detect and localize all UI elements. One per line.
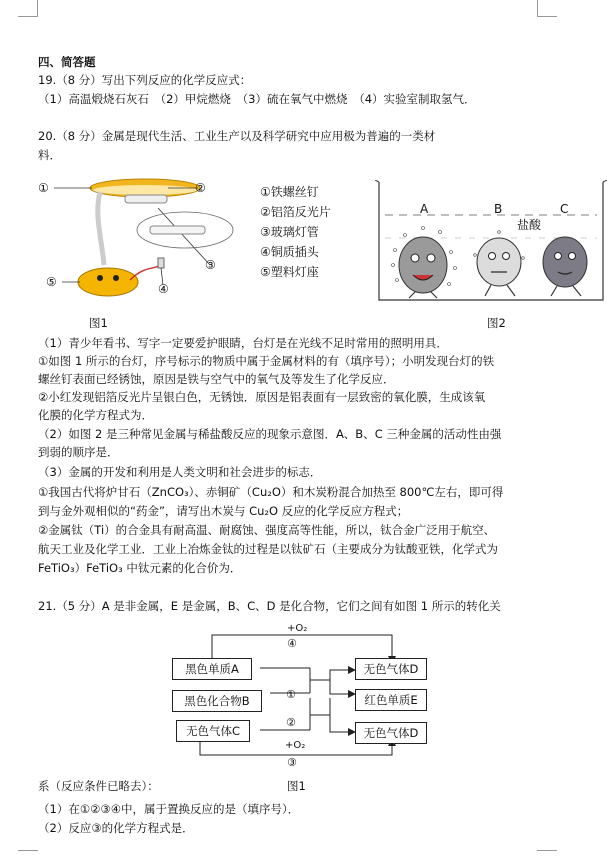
q20-p7: 到弱的顺序是．: [38, 445, 119, 459]
corner-mark-top-left-v: [37, 0, 38, 16]
box-colorless-gas-d-top: 无色气体D: [355, 658, 427, 680]
fig2-caption: 图2: [487, 316, 506, 330]
q20-p6: （2）如图 2 是三种常见金属与稀盐酸反应的现象示意图．A、B、C 三种金属的活动性由强: [38, 427, 502, 441]
legend-item-4: ④铜质插头: [260, 245, 319, 259]
beaker-lip-right: [603, 180, 607, 182]
q20-p4: ②小红发现铝箔反光片呈银白色，无锈蚀．原因是铝表面有一层致密的氧化膜，生成该氧: [38, 390, 486, 404]
callout-line-3: [158, 208, 210, 265]
q20-p1: （1）青少年看书、写字一定要爱护眼睛，台灯是在光线不足时常用的照明用具．: [38, 336, 448, 350]
corner-mark-top-right-h: [537, 16, 557, 17]
box-black-element-a: 黑色单质A: [172, 658, 252, 680]
path-2-e: [310, 698, 330, 715]
zoomed-tube: [150, 226, 205, 234]
corner-mark-bottom-right: [537, 850, 557, 851]
reaction-number-4: ④: [287, 637, 297, 650]
callout-label-1: ①: [38, 181, 49, 195]
q20-p11: ②金属钛（Ti）的合金具有耐高温、耐腐蚀、强度高等性能，所以，钛合金广泛用于航空、: [38, 523, 496, 537]
lamp-base-eye: [97, 275, 103, 281]
q21-p2: （2）反应③的化学方程式是．: [38, 821, 194, 835]
beaker-figure: [375, 180, 607, 305]
beaker-lip-left: [375, 180, 379, 182]
callout-label-4: ④: [158, 282, 169, 296]
path-2-d: [330, 715, 350, 732]
q20-p8: （3）金属的开发和利用是人类文明和社会进步的标志．: [38, 465, 322, 479]
desk-lamp-figure: [30, 170, 250, 310]
box-red-element-e: 红色单质E: [355, 689, 427, 711]
metal-label-b: B: [494, 202, 503, 216]
q20-p12: 航天工业及化学工业．工业上冶炼金钛的过程是以钛矿石（主要成分为钛酸亚铁，化学式为: [38, 542, 498, 556]
legend-item-1: ①铁螺丝钉: [260, 185, 319, 199]
metal-c-eye: [555, 253, 562, 260]
q20-p3: 螺丝钉表面已经锈蚀，原因是铁与空气中的氧气及等发生了化学反应．: [38, 372, 395, 386]
callout-label-5: ⑤: [46, 275, 57, 289]
lamp-base-eye: [113, 275, 119, 281]
q19-stem: 19.（8 分）写出下列反应的化学反应式：: [38, 73, 252, 87]
corner-mark-bottom-left: [18, 850, 38, 851]
q20-p9: ①我国古代将炉甘石（ZnCO₃）、赤铜矿（Cu₂O）和木炭粉混合加热至 800℃左右，即可得: [38, 485, 504, 499]
reaction-number-1: ①: [286, 688, 296, 701]
section-heading: 四、简答题: [38, 55, 96, 69]
bottom-condition: +O₂: [285, 740, 306, 751]
q21-cont: 系（反应条件已略去）：: [38, 779, 159, 793]
box-colorless-gas-d-bottom: 无色气体D: [355, 722, 427, 744]
q20-p5: 化膜的化学方程式为．: [38, 408, 153, 422]
q20-stem-line2: 料．: [38, 148, 61, 162]
metal-b: [477, 238, 521, 286]
lamp-base: [78, 268, 138, 296]
metal-a: [399, 237, 447, 293]
metal-a-eye: [427, 254, 435, 262]
reaction-number-2: ②: [286, 716, 296, 729]
legend-item-5: ⑤塑料灯座: [260, 265, 319, 279]
metal-b-eye: [503, 253, 510, 260]
q21-fig-caption: 图1: [287, 779, 306, 793]
callout-label-3: ③: [205, 258, 216, 272]
lamp-arm: [98, 192, 104, 265]
acid-label: 盐酸: [517, 218, 542, 232]
box-black-compound-b: 黑色化合物B: [172, 690, 262, 712]
q20-p13: FeTiO₃）FeTiO₃ 中钛元素的化合价为．: [38, 561, 242, 575]
legend-item-3: ③玻璃灯管: [260, 225, 319, 239]
path-1-e: [330, 680, 350, 694]
q20-stem-line1: 20.（8 分）金属是现代生活、工业生产以及科学研究中应用极为普遍的一类材: [38, 129, 436, 143]
metal-c-eye: [569, 253, 576, 260]
lamp-reflector: [93, 185, 197, 195]
q21-stem: 21.（5 分）A 是非金属，E 是金属，B、C、D 是化合物，它们之间有如图 1 所示的转化关: [38, 599, 501, 613]
box-colorless-gas-c: 无色气体C: [176, 720, 250, 742]
corner-mark-top-right-v: [537, 0, 538, 16]
q21-p1: （1）在①②③④中，属于置换反应的是（填序号）．: [38, 802, 300, 816]
q20-p2: ①如图 1 所示的台灯，序号标示的物质中属于金属材料的有（填序号）；小明发现台灯的铁: [38, 354, 495, 368]
callout-label-2: ②: [195, 181, 206, 195]
q20-p10: 到与金外观相似的“药金”，请写出木炭与 Cu₂O 反应的化学反应方程式；: [38, 504, 409, 518]
metal-a-eye: [411, 254, 419, 262]
metal-label-c: C: [560, 202, 569, 216]
metal-label-a: A: [420, 202, 429, 216]
top-condition: +O₂: [287, 623, 308, 634]
lamp-plug: [158, 258, 164, 268]
fig1-caption: 图1: [89, 316, 108, 330]
legend-item-2: ②铝箔反光片: [260, 205, 331, 219]
path-1-d: [310, 670, 350, 680]
metal-c: [543, 237, 587, 287]
q19-items: （1）高温煅烧石灰石 （2）甲烷燃烧 （3）硫在氧气中燃烧 （4）实验室制取氢气．: [38, 92, 476, 106]
reaction-number-3: ③: [287, 756, 297, 769]
lamp-tube: [125, 195, 167, 203]
metal-b-eye: [489, 253, 496, 260]
corner-mark-top-left-h: [18, 16, 38, 17]
